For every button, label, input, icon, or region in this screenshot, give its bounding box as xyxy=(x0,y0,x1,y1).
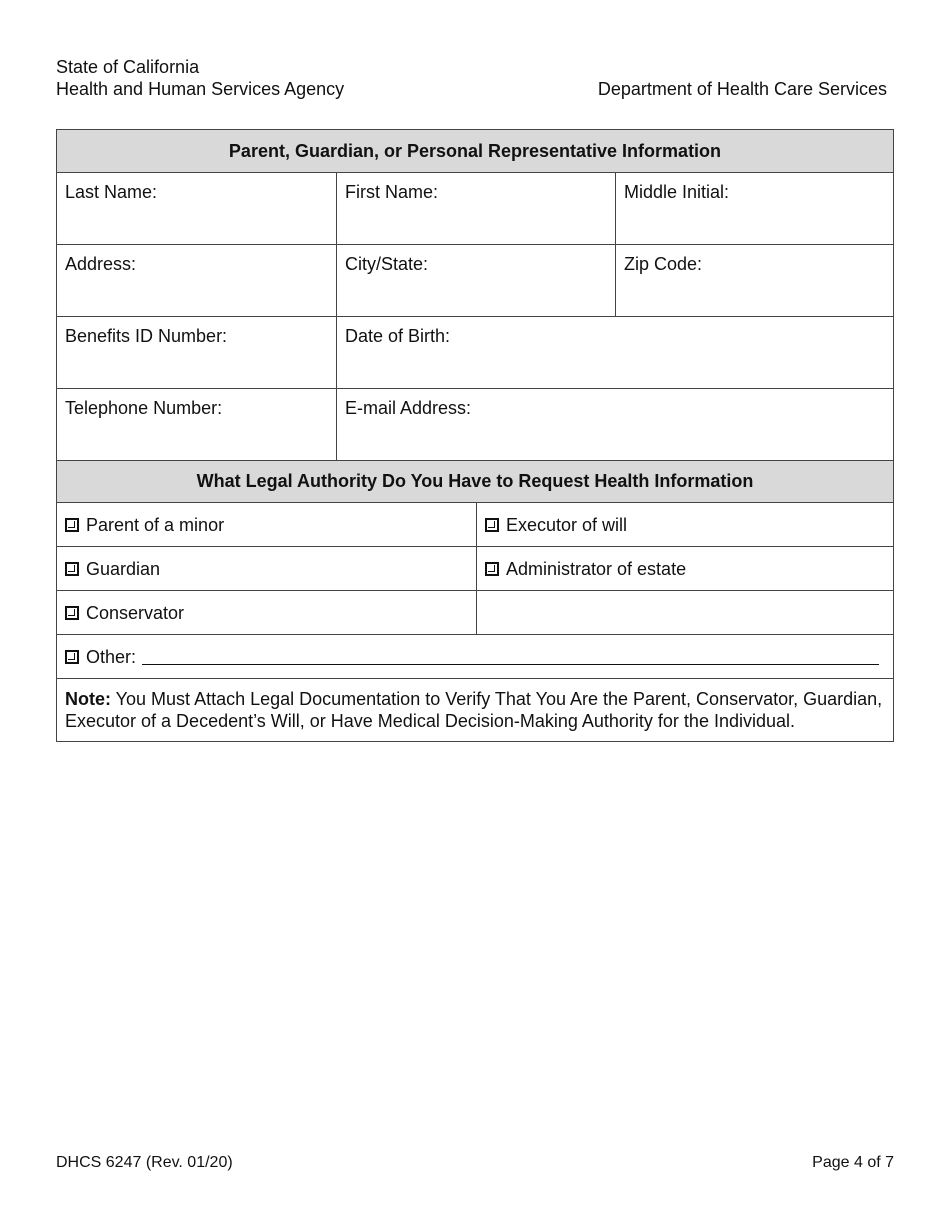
option-label: Executor of will xyxy=(506,514,628,535)
state-name: State of California xyxy=(56,57,200,77)
checkbox-icon[interactable] xyxy=(65,562,79,576)
telephone-field[interactable] xyxy=(57,389,336,460)
zip-code-field[interactable] xyxy=(615,245,893,316)
checkbox-icon[interactable] xyxy=(485,518,499,532)
administrator-of-estate-option[interactable] xyxy=(476,547,893,590)
department-name: Department of Health Care Services xyxy=(597,79,887,99)
first-name-field[interactable] xyxy=(336,173,615,244)
note-row xyxy=(57,678,893,741)
conservator-option[interactable] xyxy=(57,591,476,634)
section-header-representative xyxy=(57,130,893,172)
middle-initial-field[interactable] xyxy=(615,173,893,244)
checkbox-icon[interactable] xyxy=(485,562,499,576)
section-title: What Legal Authority Do You Have to Request Health Information xyxy=(196,471,754,491)
id-row xyxy=(57,316,893,388)
empty-cell xyxy=(476,591,893,634)
option-label: Guardian xyxy=(86,558,161,579)
contact-row xyxy=(57,388,893,460)
first-name-label: First Name: xyxy=(345,182,439,202)
executor-of-will-option[interactable] xyxy=(476,503,893,546)
section-header-legal-authority xyxy=(57,460,893,502)
benefits-id-label: Benefits ID Number: xyxy=(65,326,228,346)
option-label: Other: xyxy=(86,646,137,667)
authority-row-3 xyxy=(57,590,893,634)
option-label: Conservator xyxy=(86,602,185,623)
note-body: You Must Attach Legal Documentation to Verify That You Are the Parent, Conservator, Guardian, Executor of a Decedent’s Will, or Have Medical Decision-Making Authority for the Individual. xyxy=(65,689,883,731)
guardian-option[interactable] xyxy=(57,547,476,590)
checkbox-icon[interactable] xyxy=(65,606,79,620)
form-id: DHCS 6247 (Rev. 01/20) xyxy=(56,1154,233,1171)
address-row xyxy=(57,244,893,316)
option-label: Administrator of estate xyxy=(506,558,687,579)
representative-form xyxy=(56,129,894,742)
option-label: Parent of a minor xyxy=(86,514,225,535)
last-name-label: Last Name: xyxy=(65,182,158,202)
city-state-field[interactable] xyxy=(336,245,615,316)
benefits-id-field[interactable] xyxy=(57,317,336,388)
section-title: Parent, Guardian, or Personal Representative Information xyxy=(228,140,722,161)
address-field[interactable] xyxy=(57,245,336,316)
email-field[interactable] xyxy=(336,389,893,460)
date-of-birth-label: Date of Birth: xyxy=(345,326,451,346)
address-label: Address: xyxy=(65,254,137,274)
date-of-birth-field[interactable] xyxy=(336,317,893,388)
note-label: Note: xyxy=(65,689,111,709)
authority-row-2 xyxy=(57,546,893,590)
page-number: Page 4 of 7 xyxy=(812,1154,894,1171)
agency-name: Health and Human Services Agency xyxy=(56,79,345,99)
name-row xyxy=(57,172,893,244)
note-text xyxy=(57,679,893,741)
checkbox-icon[interactable] xyxy=(65,518,79,532)
email-label: E-mail Address: xyxy=(345,398,472,418)
telephone-label: Telephone Number: xyxy=(65,398,223,418)
last-name-field[interactable] xyxy=(57,173,336,244)
city-state-label: City/State: xyxy=(345,254,429,274)
header-left xyxy=(56,56,344,100)
authority-row-other xyxy=(57,634,893,678)
checkbox-icon[interactable] xyxy=(65,650,79,664)
other-option[interactable] xyxy=(57,635,893,678)
authority-row-1 xyxy=(57,502,893,546)
other-text-line[interactable] xyxy=(142,648,879,665)
zip-code-label: Zip Code: xyxy=(624,254,703,274)
middle-initial-label: Middle Initial: xyxy=(624,182,730,202)
parent-of-minor-option[interactable] xyxy=(57,503,476,546)
